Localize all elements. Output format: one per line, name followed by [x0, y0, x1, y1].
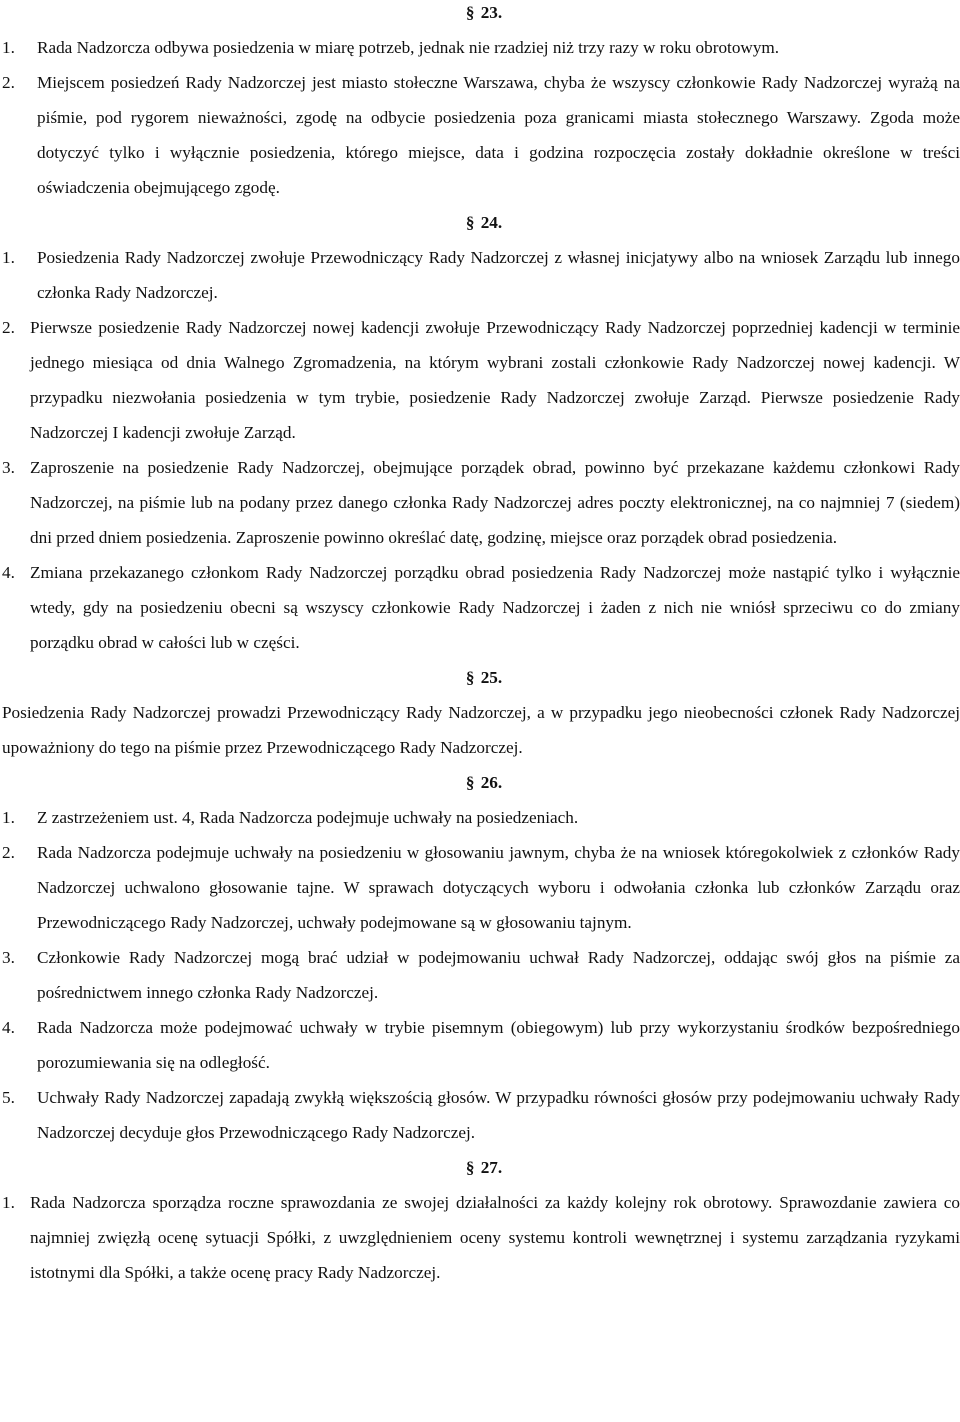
- paragraph-26-2: [0, 835, 960, 940]
- item-number: 2.: [2, 73, 15, 92]
- item-text: Członkowie Rady Nadzorczej mogą brać udział w podejmowaniu uchwał Rady Nadzorczej, oddając swój głos na piśmie za pośrednictwem innego członka Rady Nadzorczej.: [37, 948, 960, 1002]
- section-sign-icon: §: [465, 668, 475, 687]
- item-number: 1.: [2, 808, 15, 827]
- paragraph-26-3: [0, 940, 960, 1010]
- item-text: Rada Nadzorcza może podejmować uchwały w trybie pisemnym (obiegowym) lub przy wykorzystaniu środków bezpośredniego porozumiewania się na odległość.: [37, 1018, 960, 1072]
- section-number: 23.: [480, 3, 503, 22]
- section-sign-icon: §: [465, 1158, 475, 1177]
- section-sign-icon: §: [465, 3, 475, 22]
- section-sign-icon: §: [465, 213, 475, 232]
- paragraph-24-1: [0, 240, 960, 310]
- paragraph-23-1: [0, 30, 960, 65]
- item-text: Rada Nadzorcza podejmuje uchwały na posiedzeniu w głosowaniu jawnym, chyba że na wniosek któregokolwiek z członków Rady Nadzorczej uchwalono głosowanie tajne. W sprawach dotyczących wyboru i odwołania członka lub członków Zarządu oraz Przewodniczącego Rady Nadzorczej, uchwały podejmowane są w głosowaniu tajnym.: [37, 843, 960, 932]
- item-text: Zaproszenie na posiedzenie Rady Nadzorczej, obejmujące porządek obrad, powinno być przekazane każdemu członkowi Rady Nadzorczej, na piśmie lub na podany przez danego członka Rady Nadzorczej adres poczty elektronicznej, na co najmniej 7 (siedem) dni przed dniem posiedzenia. Zaproszenie powinno określać datę, godzinę, miejsce oraz porządek obrad posiedzenia.: [30, 458, 960, 547]
- section-sign-icon: §: [465, 773, 475, 792]
- item-text: Zmiana przekazanego członkom Rady Nadzorczej porządku obrad posiedzenia Rady Nadzorczej może nastąpić tylko i wyłącznie wtedy, gdy na posiedzeniu obecni są wszyscy członkowie Rady Nadzorczej i żaden z nich nie wniósł sprzeciwu co do zmiany porządku obrad w całości lub w części.: [30, 563, 960, 652]
- paragraph-23-2: [0, 65, 960, 205]
- section-heading-25: [0, 660, 960, 695]
- item-number: 3.: [2, 948, 15, 967]
- item-number: 1.: [2, 38, 15, 57]
- item-text: Pierwsze posiedzenie Rady Nadzorczej nowej kadencji zwołuje Przewodniczący Rady Nadzorczej poprzedniej kadencji w terminie jednego miesiąca od dnia Walnego Zgromadzenia, na którym wybrani zostali członkowie Rady Nadzorczej nowej kadencji. W przypadku niezwołania posiedzenia w tym trybie, posiedzenie Rady Nadzorczej zwołuje Zarząd. Pierwsze posiedzenie Rady Nadzorczej I kadencji zwołuje Zarząd.: [30, 318, 960, 442]
- item-number: 2.: [2, 843, 15, 862]
- item-number: 4.: [2, 563, 15, 582]
- item-text: Uchwały Rady Nadzorczej zapadają zwykłą większością głosów. W przypadku równości głosów przy podejmowaniu uchwały Rady Nadzorczej decyduje głos Przewodniczącego Rady Nadzorczej.: [37, 1088, 960, 1142]
- section-number: 27.: [480, 1158, 503, 1177]
- section-heading-23: [0, 0, 960, 30]
- section-number: 24.: [480, 213, 503, 232]
- item-number: 2.: [2, 318, 15, 337]
- paragraph-27-1: [0, 1185, 960, 1290]
- paragraph-24-2: [0, 310, 960, 450]
- item-number: 1.: [2, 248, 15, 267]
- paragraph-26-1: [0, 800, 960, 835]
- section-number: 25.: [480, 668, 503, 687]
- item-text: Miejscem posiedzeń Rady Nadzorczej jest miasto stołeczne Warszawa, chyba że wszyscy członkowie Rady Nadzorczej wyrażą na piśmie, pod rygorem nieważności, zgodę na odbycie posiedzenia poza granicami miasta stołecznego Warszawy. Zgoda może dotyczyć tylko i wyłącznie posiedzenia, którego miejsce, data i godzina rozpoczęcia zostały dokładnie określone w treści oświadczenia obejmującego zgodę.: [37, 73, 960, 197]
- section-heading-26: [0, 765, 960, 800]
- item-text: Rada Nadzorcza odbywa posiedzenia w miarę potrzeb, jednak nie rzadziej niż trzy razy w roku obrotowym.: [37, 38, 780, 57]
- item-number: 4.: [2, 1018, 15, 1037]
- paragraph-24-4: [0, 555, 960, 660]
- item-text: Rada Nadzorcza sporządza roczne sprawozdania ze swojej działalności za każdy kolejny rok obrotowy. Sprawozdanie zawiera co najmniej zwięzłą ocenę sytuacji Spółki, z uwzględnieniem oceny systemu kontroli wewnętrznej i systemu zarządzania ryzykami istotnymi dla Spółki, a także ocenę pracy Rady Nadzorczej.: [30, 1193, 960, 1282]
- item-text: Posiedzenia Rady Nadzorczej zwołuje Przewodniczący Rady Nadzorczej z własnej inicjatywy albo na wniosek Zarządu lub innego członka Rady Nadzorczej.: [37, 248, 960, 302]
- item-text: Z zastrzeżeniem ust. 4, Rada Nadzorcza podejmuje uchwały na posiedzeniach.: [37, 808, 579, 827]
- paragraph-25: Posiedzenia Rady Nadzorczej prowadzi Przewodniczący Rady Nadzorczej, a w przypadku jego nieobecności członek Rady Nadzorczej upoważniony do tego na piśmie przez Przewodniczącego Rady Nadzorczej.: [2, 703, 960, 757]
- item-number: 5.: [2, 1088, 15, 1107]
- paragraph-26-4: [0, 1010, 960, 1080]
- paragraph-24-3: [0, 450, 960, 555]
- section-number: 26.: [480, 773, 503, 792]
- paragraph-26-5: [0, 1080, 960, 1150]
- item-number: 1.: [2, 1193, 15, 1212]
- section-heading-27: [0, 1150, 960, 1185]
- item-number: 3.: [2, 458, 15, 477]
- section-heading-24: [0, 205, 960, 240]
